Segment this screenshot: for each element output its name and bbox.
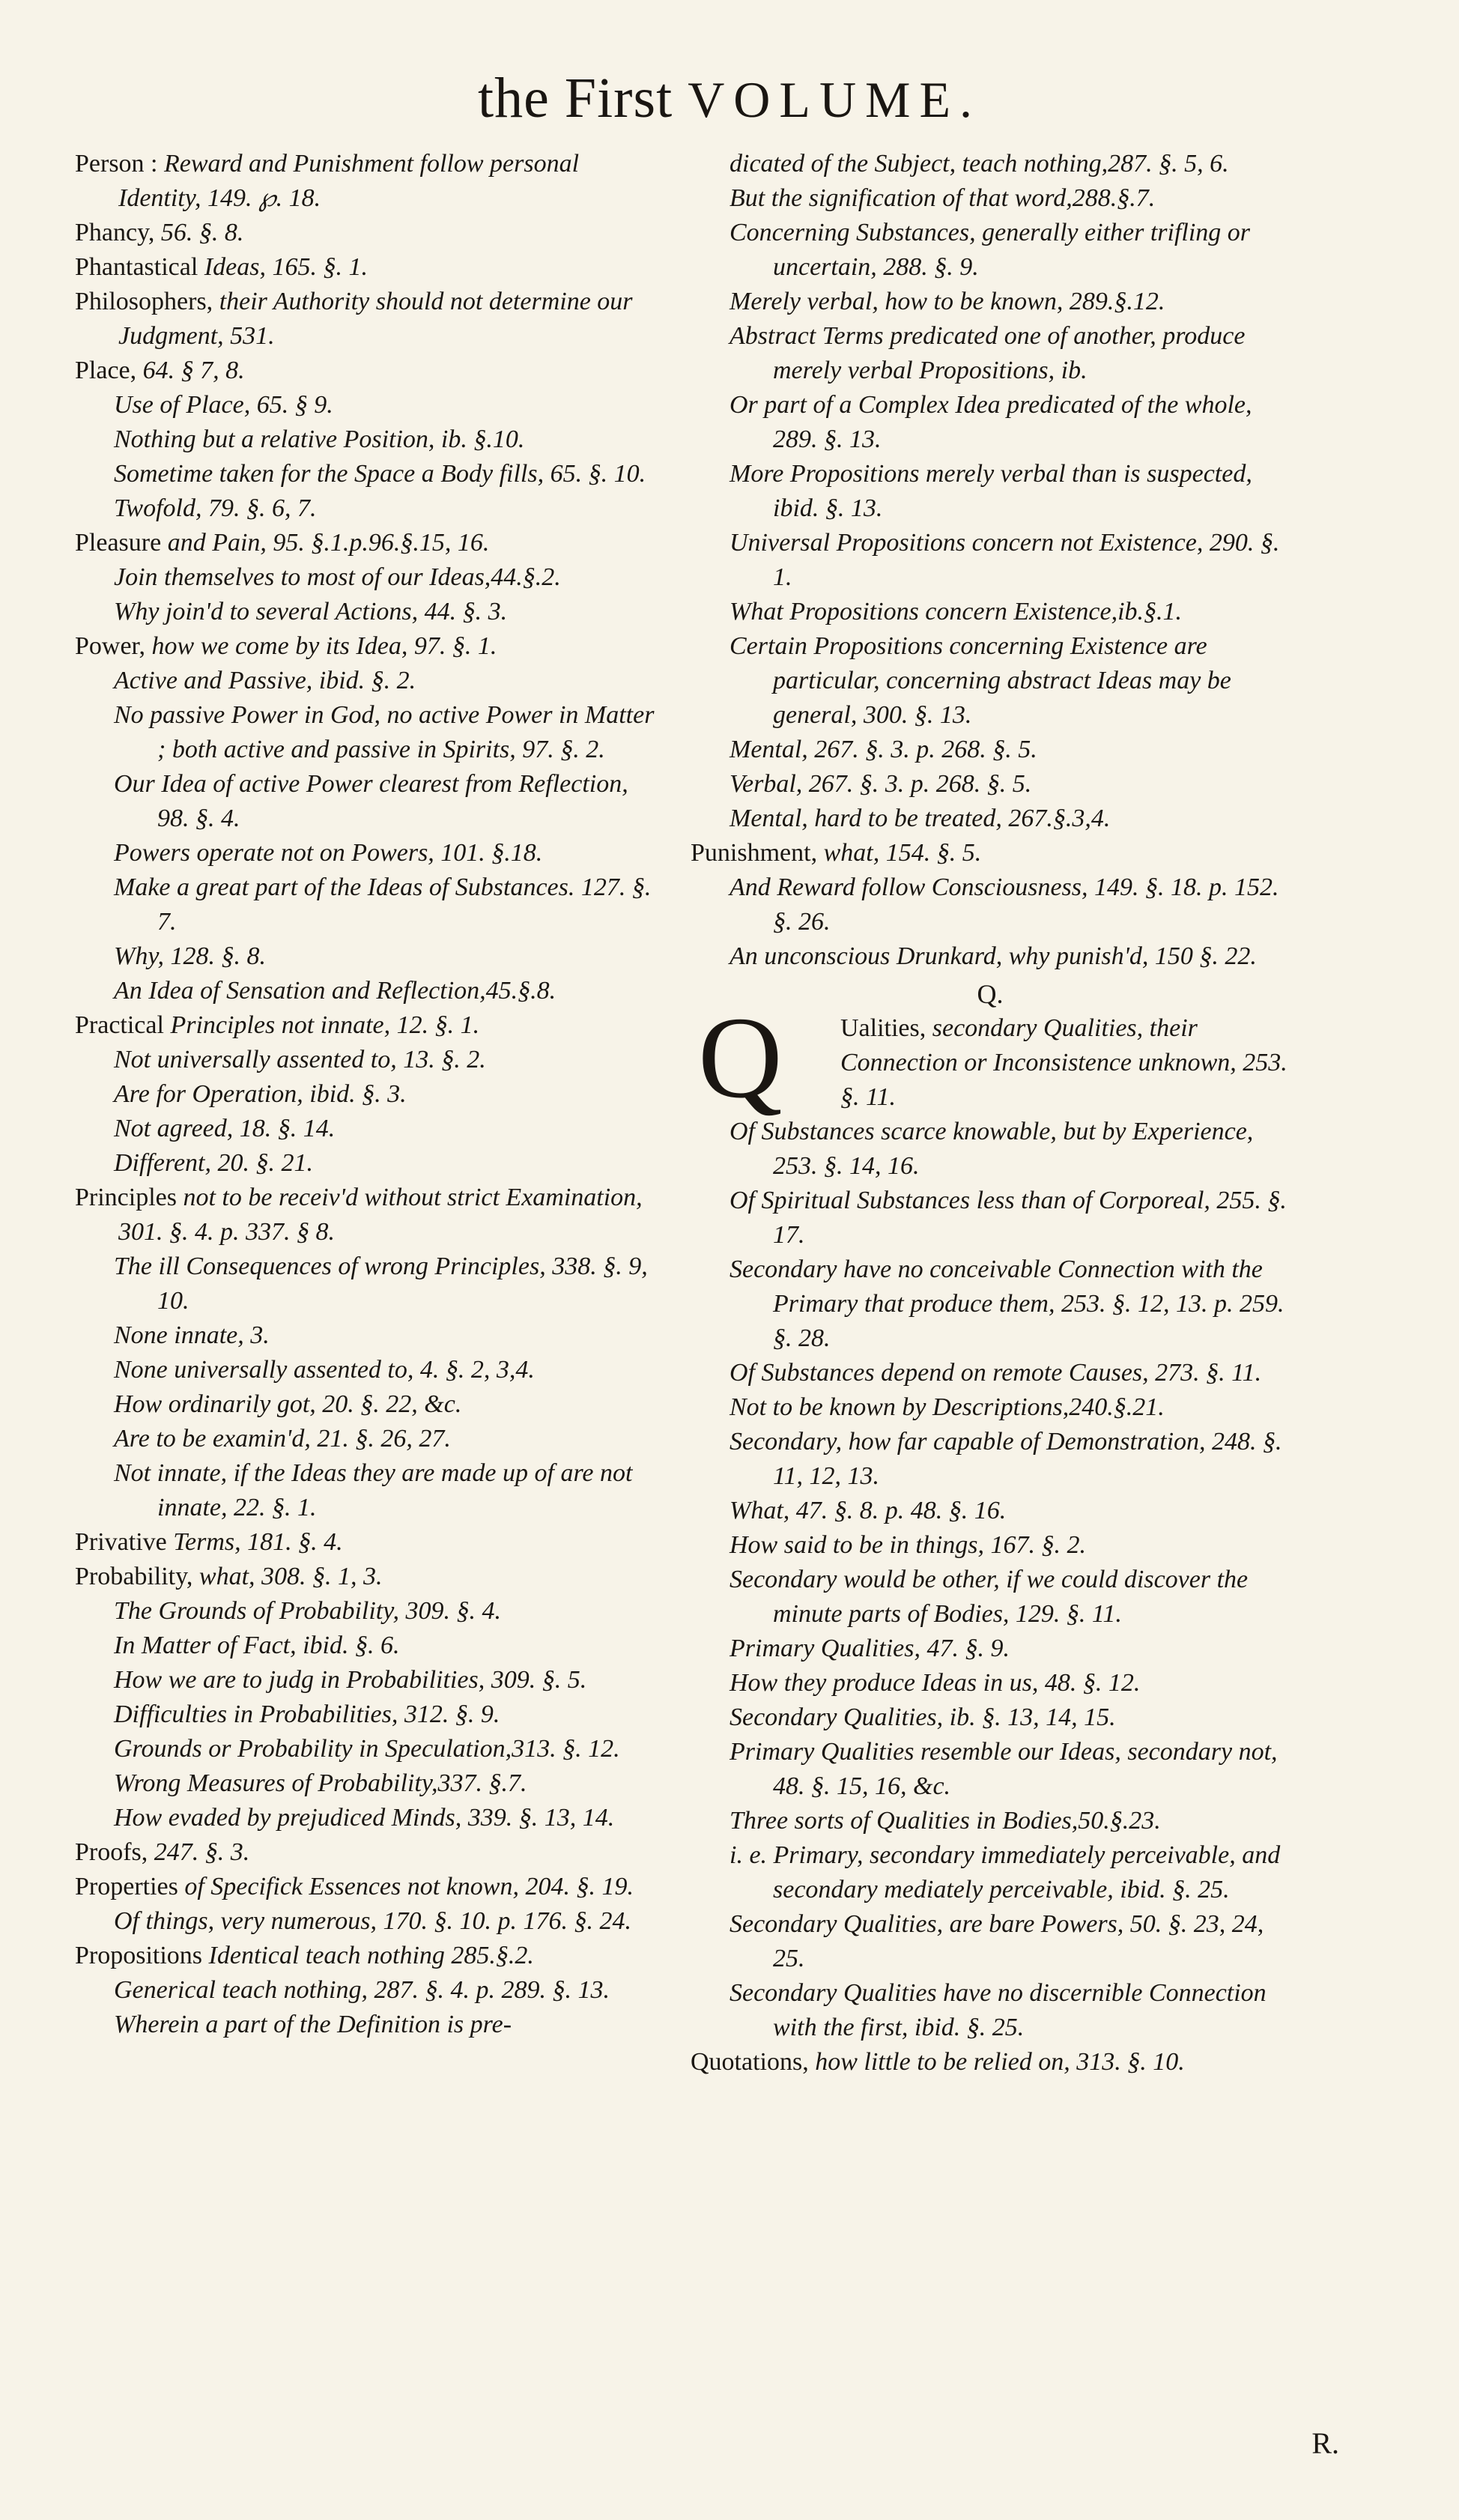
entry-headword: Proofs, xyxy=(75,1838,154,1866)
index-entry xyxy=(691,1976,1290,2045)
entry-text: Join themselves to most of our Ideas,44.§.2. xyxy=(114,563,561,591)
index-entry xyxy=(75,664,659,698)
entry-text: Wrong Measures of Probability,337. §.7. xyxy=(114,1769,527,1797)
entry-text: Secondary have no conceivable Connection with the Primary that produce them, 253. §. 12, 13. p. 259. §. 28. xyxy=(730,1256,1284,1352)
entry-text: Mental, hard to be treated, 267.§.3,4. xyxy=(730,805,1111,832)
catchword: R. xyxy=(1311,2426,1339,2460)
entry-text: how little to be relied on, 313. §. 10. xyxy=(815,2048,1185,2076)
entry-text: Ideas, 165. §. 1. xyxy=(204,253,368,281)
entry-text: Universal Propositions concern not Existence, 290. §. 1. xyxy=(730,529,1280,591)
entry-headword: Power, xyxy=(75,632,152,660)
index-column-right xyxy=(691,147,1290,2080)
index-entry xyxy=(75,1456,659,1525)
index-entry xyxy=(691,1356,1290,1390)
index-entry xyxy=(691,1735,1290,1804)
entry-text: Not agreed, 18. §. 14. xyxy=(114,1115,336,1142)
drop-cap: Q xyxy=(698,993,783,1122)
page-header xyxy=(0,66,1459,131)
index-entry xyxy=(75,629,659,664)
index-entry xyxy=(75,1008,659,1043)
entry-text: Why join'd to several Actions, 44. §. 3. xyxy=(114,598,508,626)
entry-text: Secondary Qualities have no discernible Connection with the first, ibid. §. 25. xyxy=(730,1979,1267,2041)
index-entry xyxy=(75,1697,659,1732)
entry-text: and Pain, 95. §.1.p.96.§.15, 16. xyxy=(167,529,490,557)
entry-headword: Phancy, xyxy=(75,219,161,246)
entry-text: Different, 20. §. 21. xyxy=(114,1149,313,1177)
entry-text: Our Idea of active Power clearest from Reflection, 98. §. 4. xyxy=(114,770,628,832)
entry-text: Primary Qualities resemble our Ideas, secondary not, 48. §. 15, 16, &c. xyxy=(730,1738,1278,1800)
index-entry xyxy=(75,422,659,457)
entry-text: 247. §. 3. xyxy=(154,1838,250,1866)
index-entry xyxy=(691,216,1290,285)
entry-headword: Place, xyxy=(75,357,143,384)
entry-text: Sometime taken for the Space a Body fills, 65. §. 10. xyxy=(114,460,646,488)
index-entry xyxy=(75,836,659,870)
index-entry xyxy=(75,1835,659,1870)
index-entry xyxy=(691,1700,1290,1735)
index-entry xyxy=(75,491,659,526)
entry-text: Generical teach nothing, 287. §. 4. p. 289. §. 13. xyxy=(114,1976,610,2004)
index-entry xyxy=(75,457,659,491)
index-entry xyxy=(691,388,1290,457)
entry-text: An unconscious Drunkard, why punish'd, 150 §. 22. xyxy=(730,942,1257,970)
index-entry xyxy=(75,1387,659,1422)
entry-text: what, 308. §. 1, 3. xyxy=(198,1563,383,1590)
index-entry xyxy=(691,2045,1290,2080)
entry-text: Not universally assented to, 13. §. 2. xyxy=(114,1046,486,1073)
entry-text: Difficulties in Probabilities, 312. §. 9. xyxy=(114,1700,500,1728)
index-entry xyxy=(75,1250,659,1318)
entry-text: Abstract Terms predicated one of another, produce merely verbal Propositions, ib. xyxy=(730,322,1246,384)
index-entry xyxy=(691,767,1290,802)
entry-headword: Person : xyxy=(75,150,164,178)
entry-text: Are to be examin'd, 21. §. 26, 27. xyxy=(114,1425,451,1453)
entry-text: Make a great part of the Ideas of Substances. 127. §. 7. xyxy=(114,873,652,936)
index-entry xyxy=(75,1181,659,1250)
index-entry xyxy=(75,1870,659,1904)
entry-text: None universally assented to, 4. §. 2, 3,4. xyxy=(114,1356,535,1384)
entry-headword: Phantastical xyxy=(75,253,204,281)
entry-text: Of Spiritual Substances less than of Corporeal, 255. §. 17. xyxy=(730,1187,1287,1249)
index-entry xyxy=(75,1353,659,1387)
index-entry xyxy=(75,147,659,216)
entry-text: Secondary, how far capable of Demonstration, 248. §. 11, 12, 13. xyxy=(730,1428,1282,1490)
entry-text: Why, 128. §. 8. xyxy=(114,942,267,970)
entry-text: how we come by its Idea, 97. §. 1. xyxy=(151,632,497,660)
entry-text: None innate, 3. xyxy=(114,1321,270,1349)
entry-text: 56. §. 8. xyxy=(160,219,244,246)
entry-headword: Privative xyxy=(75,1528,174,1556)
index-entry xyxy=(75,1766,659,1801)
index-entry xyxy=(691,285,1290,319)
index-entry xyxy=(75,1422,659,1456)
entry-text: Not to be known by Descriptions,240.§.21. xyxy=(730,1393,1165,1421)
entry-text: How they produce Ideas in us, 48. §. 12. xyxy=(730,1669,1141,1697)
header-prefix: the First xyxy=(477,67,673,130)
index-entry xyxy=(75,1801,659,1835)
index-entry xyxy=(75,939,659,974)
index-entry xyxy=(75,595,659,629)
entry-headword: Punishment, xyxy=(691,839,824,867)
entry-headword: Pleasure xyxy=(75,529,168,557)
index-entry xyxy=(691,526,1290,595)
index-entry xyxy=(691,1528,1290,1563)
entry-text: Terms, 181. §. 4. xyxy=(173,1528,343,1556)
entry-text: Powers operate not on Powers, 101. §.18. xyxy=(114,839,543,867)
entry-text: secondary Qualities, their Connection or Inconsistence unknown, 253. §. 11. xyxy=(840,1014,1287,1111)
entry-text: Concerning Substances, generally either trifling or uncertain, 288. §. 9. xyxy=(730,219,1251,281)
index-entry xyxy=(75,1629,659,1663)
entry-headword: Propositions xyxy=(75,1942,209,1969)
entry-headword: Ualities, xyxy=(840,1014,932,1042)
index-entry xyxy=(75,1318,659,1353)
index-entry xyxy=(75,285,659,354)
entry-headword: Principles xyxy=(75,1184,183,1211)
entry-text: Of Substances depend on remote Causes, 273. §. 11. xyxy=(730,1359,1262,1387)
entry-text: How evaded by prejudiced Minds, 339. §. 13, 14. xyxy=(114,1804,615,1832)
index-entry xyxy=(691,1804,1290,1838)
entry-headword: Probability, xyxy=(75,1563,199,1590)
entry-headword: Q. xyxy=(977,979,1004,1009)
index-entry xyxy=(75,1594,659,1629)
index-entry xyxy=(691,993,1290,1122)
index-entry xyxy=(75,388,659,422)
entry-text: How said to be in things, 167. §. 2. xyxy=(730,1531,1087,1559)
entry-text: Secondary would be other, if we could discover the minute parts of Bodies, 129. §. 11. xyxy=(730,1566,1249,1628)
entry-headword: Quotations, xyxy=(691,2048,816,2076)
index-entry xyxy=(75,560,659,595)
entry-text: An Idea of Sensation and Reflection,45.§.8. xyxy=(114,977,556,1005)
index-entry xyxy=(691,1666,1290,1700)
index-entry xyxy=(691,1494,1290,1528)
index-entry xyxy=(75,974,659,1008)
index-entry xyxy=(75,698,659,767)
index-entry xyxy=(691,939,1290,974)
index-entry xyxy=(75,870,659,939)
index-entry xyxy=(691,1390,1290,1425)
entry-text: Merely verbal, how to be known, 289.§.12. xyxy=(730,288,1165,315)
index-entry xyxy=(691,1563,1290,1632)
index-entry xyxy=(691,147,1290,181)
entry-text: Secondary Qualities, are bare Powers, 50. §. 23, 24, 25. xyxy=(730,1910,1264,1972)
entry-text: Use of Place, 65. § 9. xyxy=(114,391,333,419)
entry-text: Secondary Qualities, ib. §. 13, 14, 15. xyxy=(730,1703,1116,1731)
entry-text: Certain Propositions concerning Existence are particular, concerning abstract Ideas may be general, 300. §. 13. xyxy=(730,632,1231,729)
entry-text: The ill Consequences of wrong Principles, 338. §. 9, 10. xyxy=(114,1253,648,1315)
entry-text: Grounds or Probability in Speculation,313. §. 12. xyxy=(114,1735,620,1763)
entry-text: Verbal, 267. §. 3. p. 268. §. 5. xyxy=(730,770,1032,798)
index-entry xyxy=(75,1043,659,1077)
entry-text: of Specifick Essences not known, 204. §. 19. xyxy=(184,1873,634,1900)
index-entry xyxy=(691,1632,1290,1666)
entry-text: 64. § 7, 8. xyxy=(142,357,245,384)
entry-text: their Authority should not determine our Judgment, 531. xyxy=(118,288,633,350)
entry-text: what, 154. §. 5. xyxy=(823,839,982,867)
entry-headword: Properties xyxy=(75,1873,185,1900)
entry-text: How we are to judg in Probabilities, 309. §. 5. xyxy=(114,1666,587,1694)
header-caps: VOLUME. xyxy=(688,71,982,128)
entry-text: What Propositions concern Existence,ib.§.1. xyxy=(730,598,1183,626)
index-entry xyxy=(75,1146,659,1181)
index-entry xyxy=(75,1732,659,1766)
index-entry xyxy=(75,2008,659,2042)
index-entry xyxy=(75,1904,659,1939)
entry-text: In Matter of Fact, ibid. §. 6. xyxy=(114,1632,400,1659)
index-entry xyxy=(75,1560,659,1594)
index-entry xyxy=(75,216,659,250)
index-entry xyxy=(691,802,1290,836)
entry-text: Or part of a Complex Idea predicated of the whole, 289. §. 13. xyxy=(730,391,1252,453)
entry-text: not to be receiv'd without strict Examination, 301. §. 4. p. 337. § 8. xyxy=(118,1184,643,1246)
entry-text: Twofold, 79. §. 6, 7. xyxy=(114,494,317,522)
index-column-left xyxy=(75,147,659,2042)
index-entry xyxy=(75,526,659,560)
index-entry xyxy=(75,767,659,836)
entry-text: dicated of the Subject, teach nothing,287. §. 5, 6. xyxy=(730,150,1229,178)
index-entry xyxy=(75,1077,659,1112)
entry-text: Not innate, if the Ideas they are made up of are not innate, 22. §. 1. xyxy=(114,1459,633,1521)
index-entry xyxy=(691,836,1290,870)
entry-text: More Propositions merely verbal than is suspected, ibid. §. 13. xyxy=(730,460,1252,522)
entry-text: Primary Qualities, 47. §. 9. xyxy=(730,1635,1010,1662)
index-entry xyxy=(691,595,1290,629)
index-entry xyxy=(75,250,659,285)
entry-text: i. e. Primary, secondary immediately perceivable, and secondary mediately perceivable, ibid. §. 25. xyxy=(730,1841,1281,1903)
index-entry xyxy=(75,354,659,388)
index-entry xyxy=(691,1184,1290,1253)
entry-text: But the signification of that word,288.§.7. xyxy=(730,184,1156,212)
entry-text: Active and Passive, ibid. §. 2. xyxy=(114,667,416,694)
index-entry xyxy=(691,629,1290,733)
entry-text: The Grounds of Probability, 309. §. 4. xyxy=(114,1597,501,1625)
entry-text: Of things, very numerous, 170. §. 10. p. 176. §. 24. xyxy=(114,1907,631,1935)
entry-text: Identical teach nothing 285.§.2. xyxy=(208,1942,534,1969)
index-entry xyxy=(691,1838,1290,1907)
index-entry xyxy=(691,1425,1290,1494)
entry-text: Are for Operation, ibid. §. 3. xyxy=(114,1080,407,1108)
entry-headword: Practical xyxy=(75,1011,171,1039)
entry-text: Wherein a part of the Definition is pre- xyxy=(114,2011,512,2038)
entry-text: Principles not innate, 12. §. 1. xyxy=(170,1011,480,1039)
index-entry xyxy=(691,870,1290,939)
entry-text: Nothing but a relative Position, ib. §.10. xyxy=(114,425,525,453)
entry-text: Of Substances scarce knowable, but by Experience, 253. §. 14, 16. xyxy=(730,1118,1254,1180)
index-entry xyxy=(691,1115,1290,1184)
index-entry xyxy=(75,1663,659,1697)
entry-text: Mental, 267. §. 3. p. 268. §. 5. xyxy=(730,736,1037,763)
entry-headword: Philosophers, xyxy=(75,288,219,315)
entry-text: And Reward follow Consciousness, 149. §. 18. p. 152. §. 26. xyxy=(730,873,1279,936)
index-entry xyxy=(75,1525,659,1560)
index-entry xyxy=(75,1973,659,2008)
index-entry xyxy=(691,1907,1290,1976)
index-entry xyxy=(75,1112,659,1146)
entry-text: Reward and Punishment follow personal Identity, 149. ℘. 18. xyxy=(118,150,580,212)
entry-text: How ordinarily got, 20. §. 22, &c. xyxy=(114,1390,462,1418)
index-entry xyxy=(691,733,1290,767)
entry-text: No passive Power in God, no active Power in Matter ; both active and passive in Spirits, 97. §. 2. xyxy=(114,701,655,763)
index-entry xyxy=(691,181,1290,216)
index-entry xyxy=(691,1253,1290,1356)
index-entry xyxy=(691,457,1290,526)
index-entry xyxy=(75,1939,659,1973)
index-entry xyxy=(691,319,1290,388)
entry-text: Three sorts of Qualities in Bodies,50.§.23. xyxy=(730,1807,1161,1835)
entry-text: What, 47. §. 8. p. 48. §. 16. xyxy=(730,1497,1007,1524)
